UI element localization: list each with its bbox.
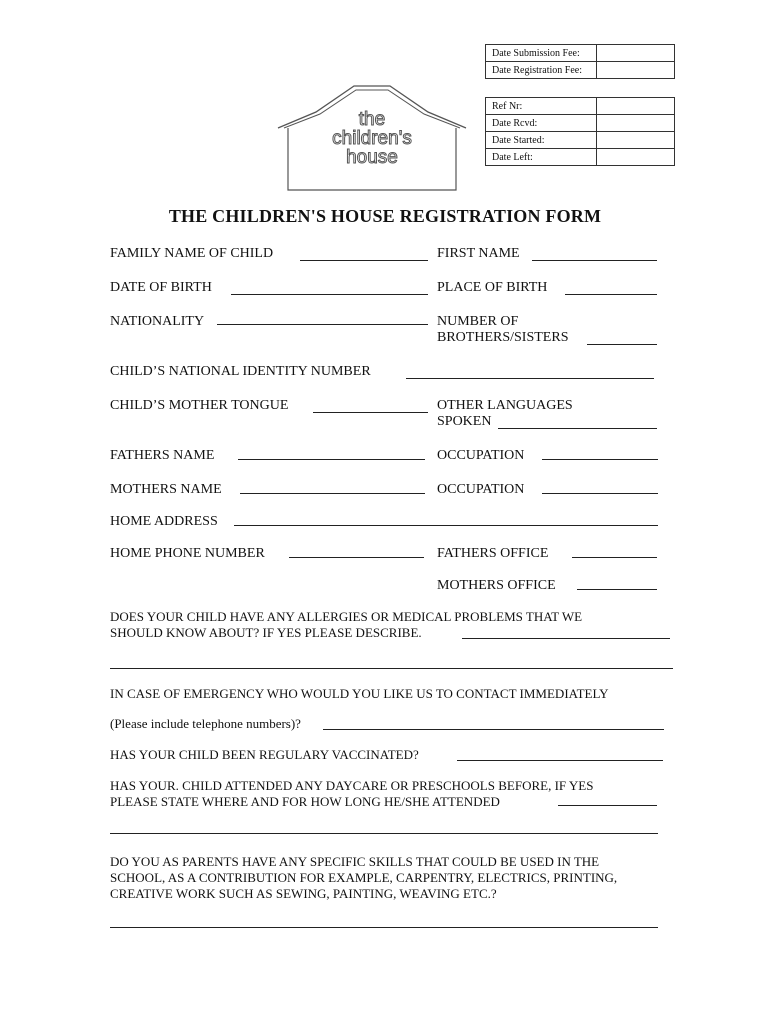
registration-fee-label: Date Registration Fee:	[486, 62, 597, 79]
mothers-office-input[interactable]	[577, 589, 657, 590]
first-name-input[interactable]	[532, 260, 657, 261]
siblings-label-line1: NUMBER OF	[437, 314, 519, 329]
fathers-name-input[interactable]	[238, 459, 425, 460]
emergency-contact-input[interactable]	[323, 729, 664, 730]
ref-nr-label: Ref Nr:	[486, 98, 597, 115]
vaccinated-question: HAS YOUR CHILD BEEN REGULARY VACCINATED?	[110, 747, 419, 762]
emergency-question: IN CASE OF EMERGENCY WHO WOULD YOU LIKE US TO CONTACT IMMEDIATELY	[110, 686, 609, 701]
school-logo	[276, 78, 468, 196]
home-phone-label: HOME PHONE NUMBER	[110, 546, 265, 561]
national-id-label: CHILD’S NATIONAL IDENTITY NUMBER	[110, 364, 371, 379]
date-left-label: Date Left:	[486, 149, 597, 166]
skills-question-line3: CREATIVE WORK SUCH AS SEWING, PAINTING, WEAVING ETC.?	[110, 886, 497, 901]
home-address-label: HOME ADDRESS	[110, 514, 218, 529]
submission-fee-field[interactable]	[597, 45, 675, 62]
skills-input[interactable]	[110, 927, 658, 928]
other-languages-label-line2: SPOKEN	[437, 414, 492, 429]
pob-input[interactable]	[565, 294, 657, 295]
home-phone-input[interactable]	[289, 557, 424, 558]
logo-line-house: house	[346, 147, 398, 168]
fathers-occupation-label: OCCUPATION	[437, 448, 525, 463]
allergies-input[interactable]	[462, 638, 670, 639]
other-languages-label-line1: OTHER LANGUAGES	[437, 398, 573, 413]
mothers-name-input[interactable]	[240, 493, 425, 494]
reference-table	[485, 97, 675, 166]
logo-line-the: the	[358, 109, 386, 130]
mothers-office-label: MOTHERS OFFICE	[437, 578, 556, 593]
allergies-input-extra[interactable]	[110, 668, 673, 669]
mothers-occupation-input[interactable]	[542, 493, 658, 494]
form-title: THE CHILDREN'S HOUSE REGISTRATION FORM	[168, 206, 602, 226]
date-rcvd-field[interactable]	[597, 115, 675, 132]
allergies-question-line1: DOES YOUR CHILD HAVE ANY ALLERGIES OR MEDICAL PROBLEMS THAT WE	[110, 609, 583, 624]
daycare-question-line1: HAS YOUR. CHILD ATTENDED ANY DAYCARE OR PRESCHOOLS BEFORE, IF YES	[110, 778, 594, 793]
mothers-occupation-label: OCCUPATION	[437, 482, 525, 497]
date-rcvd-label: Date Rcvd:	[486, 115, 597, 132]
home-address-input[interactable]	[234, 525, 658, 526]
nationality-input[interactable]	[217, 324, 428, 325]
ref-nr-field[interactable]	[597, 98, 675, 115]
table-row	[486, 149, 675, 166]
fathers-office-label: FATHERS OFFICE	[437, 546, 549, 561]
emergency-phone-question: (Please include telephone numbers)?	[110, 716, 301, 731]
date-started-label: Date Started:	[486, 132, 597, 149]
pob-label: PLACE OF BIRTH	[437, 280, 548, 295]
registration-fee-field[interactable]	[597, 62, 675, 79]
first-name-label: FIRST NAME	[437, 246, 520, 261]
daycare-question-line2: PLEASE STATE WHERE AND FOR HOW LONG HE/SHE ATTENDED	[110, 794, 500, 809]
family-name-input[interactable]	[300, 260, 428, 261]
nationality-label: NATIONALITY	[110, 314, 205, 329]
family-name-label: FAMILY NAME OF CHILD	[110, 246, 274, 261]
fathers-office-input[interactable]	[572, 557, 657, 558]
other-languages-input[interactable]	[498, 428, 657, 429]
logo-line-childrens: children's	[332, 128, 412, 149]
table-row	[486, 98, 675, 115]
table-row	[486, 45, 675, 62]
skills-question-line2: SCHOOL, AS A CONTRIBUTION FOR EXAMPLE, CARPENTRY, ELECTRICS, PRINTING,	[110, 870, 618, 885]
daycare-input-extra[interactable]	[110, 833, 658, 834]
date-started-field[interactable]	[597, 132, 675, 149]
mothers-name-label: MOTHERS NAME	[110, 482, 222, 497]
skills-question-line1: DO YOU AS PARENTS HAVE ANY SPECIFIC SKILLS THAT COULD BE USED IN THE	[110, 854, 600, 869]
mother-tongue-label: CHILD’S MOTHER TONGUE	[110, 398, 289, 413]
fee-dates-table	[485, 44, 675, 79]
table-row	[486, 115, 675, 132]
dob-label: DATE OF BIRTH	[110, 280, 212, 295]
allergies-question-line2: SHOULD KNOW ABOUT? IF YES PLEASE DESCRIBE.	[110, 625, 422, 640]
siblings-label-line2: BROTHERS/SISTERS	[437, 330, 569, 345]
mother-tongue-input[interactable]	[313, 412, 428, 413]
table-row	[486, 62, 675, 79]
table-row	[486, 132, 675, 149]
national-id-input[interactable]	[406, 378, 654, 379]
date-left-field[interactable]	[597, 149, 675, 166]
fathers-occupation-input[interactable]	[542, 459, 658, 460]
siblings-input[interactable]	[587, 344, 657, 345]
vaccinated-input[interactable]	[457, 760, 663, 761]
dob-input[interactable]	[231, 294, 428, 295]
daycare-input[interactable]	[558, 805, 657, 806]
submission-fee-label: Date Submission Fee:	[486, 45, 597, 62]
fathers-name-label: FATHERS NAME	[110, 448, 215, 463]
